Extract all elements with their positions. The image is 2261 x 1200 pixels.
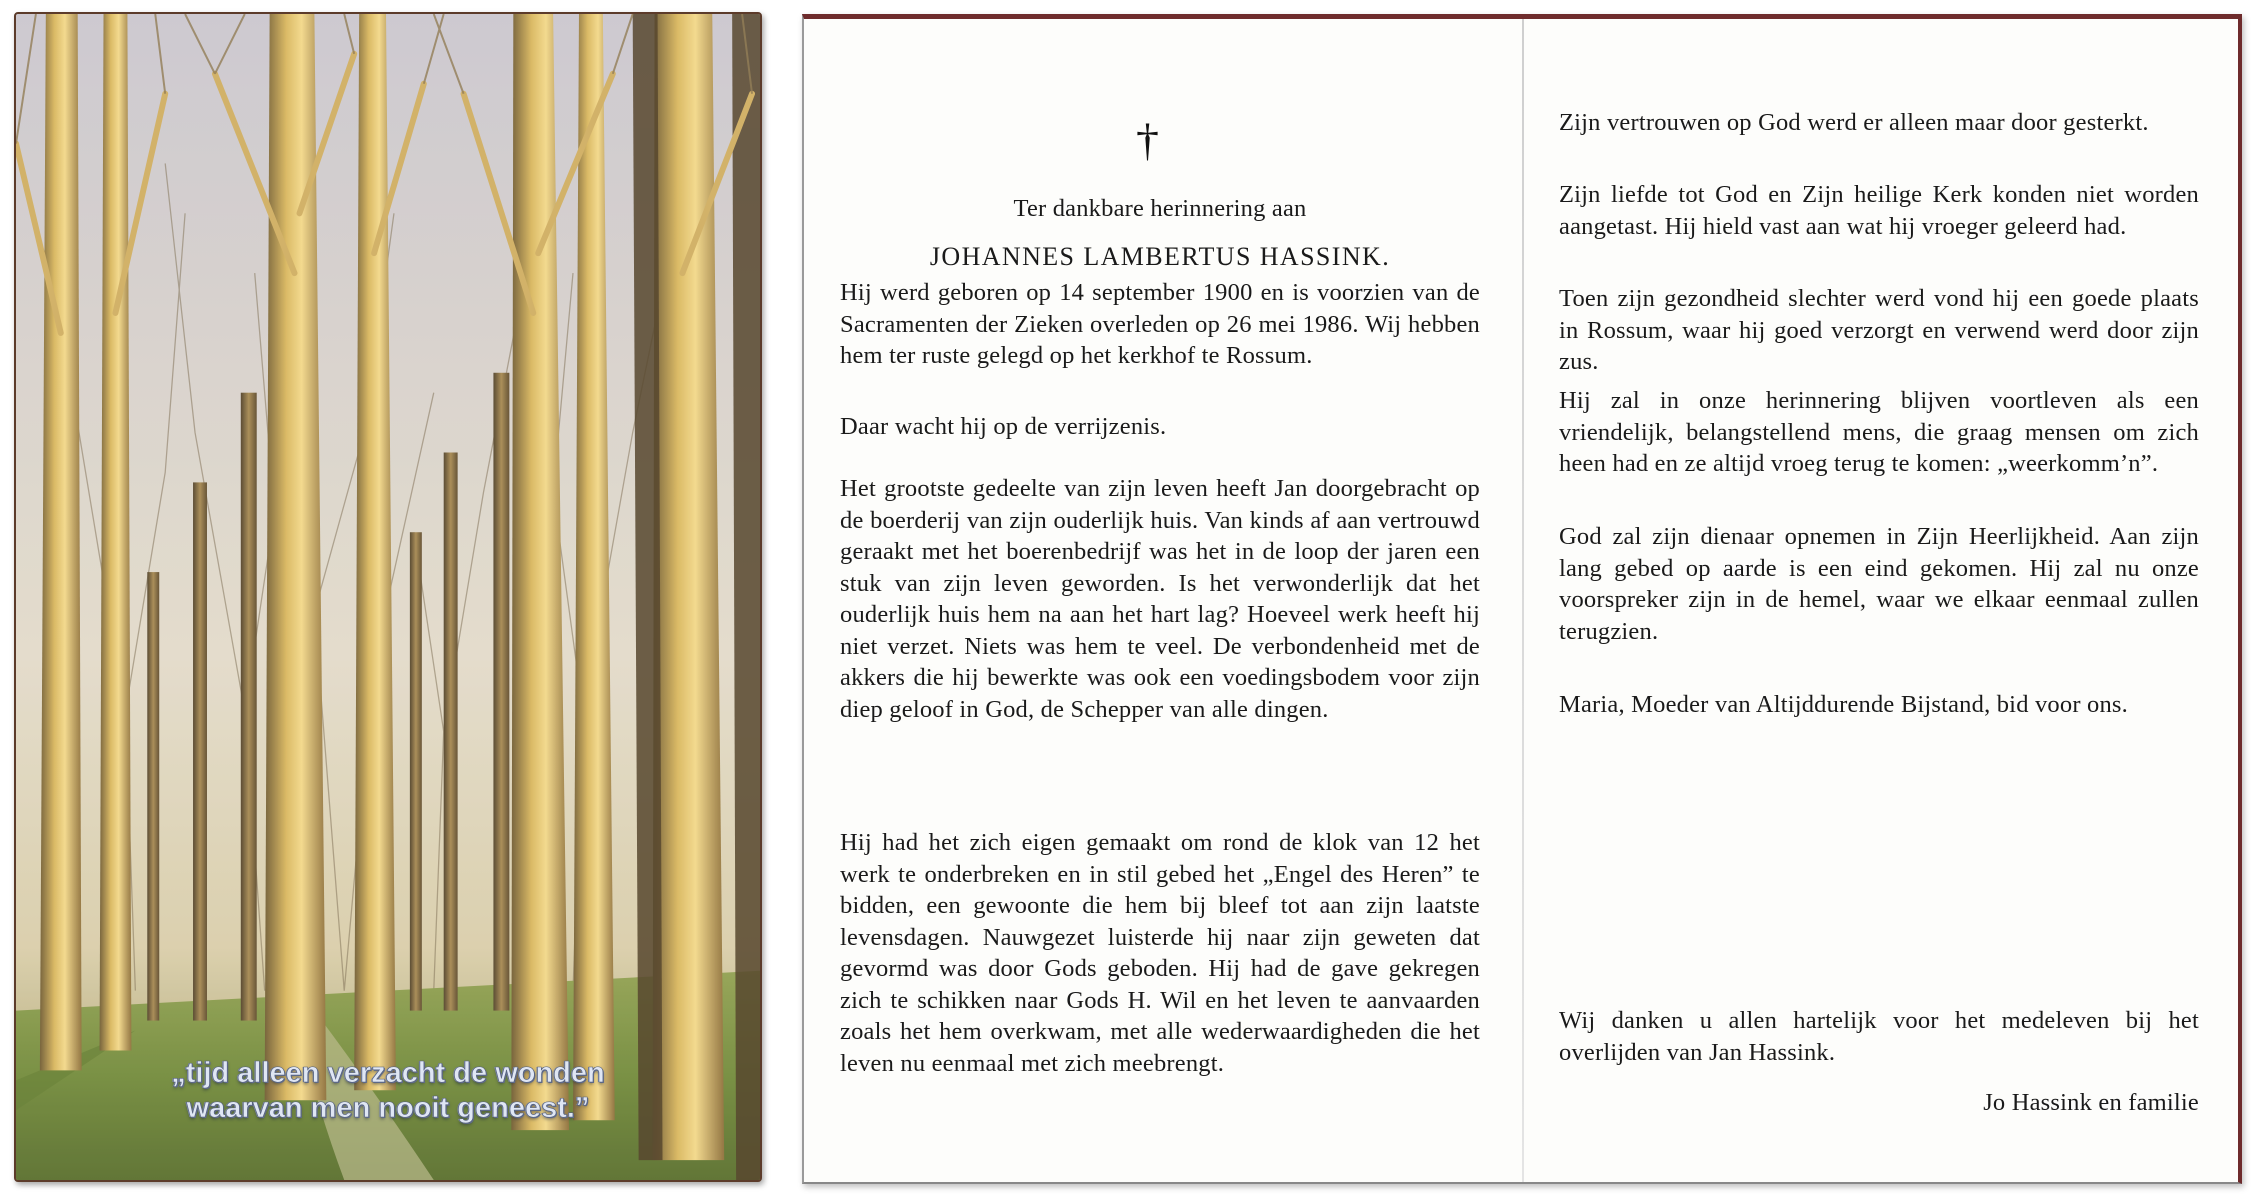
remembrance-paragraph: Hij zal in onze herinnering blijven voortleven als een vriendelijk, belangstellend mens, die graag mensen om zich heen had en ze altijd vroeg terug te komen: „weerkomm’n”.: [1559, 387, 2199, 477]
card-fold-line: [1522, 19, 1524, 1182]
cross-icon: †: [1136, 114, 1160, 165]
life-paragraph: Het grootste gedeelte van zijn leven heeft Jan doorgebracht op de boerderij van zijn ouderlijk huis. Van kinds af aan vertrouwd geraakt met het boerenbedrijf was het in de loop der jaren een stuk van zijn leven geworden. Is het verwonderlijk dat het ouderlijk huis hem na aan het hart lag? Hoeveel werk heeft hij niet verzet. Niets was hem te veel. De verbondenheid met de akkers die hij bewerkte was ook een voedingsbodem voor zijn diep geloof in God, de Schepper van alle dingen.: [840, 475, 1480, 723]
photo-quote-line-2: waarvan men nooit geneest.”: [186, 1092, 590, 1125]
resurrection-paragraph: Daar wacht hij op de verrijzenis.: [840, 413, 1167, 440]
trust-paragraph: Zijn vertrouwen op God werd er alleen maar door gesterkt.: [1559, 109, 2149, 136]
thanks-paragraph: Wij danken u allen hartelijk voor het medeleven bij het overlijden van Jan Hassink.: [1559, 1007, 2199, 1066]
memorial-text-card: [802, 14, 2242, 1184]
heaven-paragraph: God zal zijn dienaar opnemen in Zijn Heerlijkheid. Aan zijn lang gebed op aarde is een eind gekomen. Hij zal nu onze voorspreker zijn in de hemel, waar we elkaar eenmaal zullen terugzien.: [1559, 523, 2199, 645]
deceased-name: JOHANNES LAMBERTUS HASSINK.: [929, 242, 1391, 271]
memorial-heading: Ter dankbare herinnering aan: [1013, 195, 1307, 222]
photo-quote-line-1: „tijd alleen verzacht de wonden: [171, 1057, 605, 1089]
family-signature: Jo Hassink en familie: [1983, 1089, 2199, 1116]
tree-avenue-photo: [16, 14, 760, 1180]
birth-death-paragraph: Hij werd geboren op 14 september 1900 en is voorzien van de Sacramenten der Zieken overleden op 26 mei 1986. Wij hebben hem ter ruste gelegd op het kerkhof te Rossum.: [840, 279, 1480, 369]
health-paragraph: Toen zijn gezondheid slechter werd vond hij een goede plaats in Rossum, waar hij goed verzorgt en verwend werd door zijn zus.: [1559, 285, 2199, 375]
memorial-photo-card: [14, 12, 762, 1182]
love-paragraph: Zijn liefde tot God en Zijn heilige Kerk konden niet worden aangetast. Hij hield vast aan wat hij vroeger geleerd had.: [1559, 181, 2199, 240]
prayer-paragraph: Hij had het zich eigen gemaakt om rond de klok van 12 het werk te onderbreken en in stil gebed het „Engel des Heren” te bidden, een gewoonte die hem bij bleef tot aan zijn laatste levensdagen. Nauwgezet luisterde hij naar zijn geweten dat gevormd was door Gods geboden. Hij had de gave gekregen zich te schikken naar Gods H. Wil en het leven te aanvaarden zoals het hem overkwam, met alle wederwaardigheden die het leven nu eenmaal met zich meebrengt.: [840, 829, 1480, 1077]
mary-prayer-paragraph: Maria, Moeder van Altijddurende Bijstand, bid voor ons.: [1559, 691, 2128, 718]
photo-quote-caption: [16, 1056, 760, 1127]
